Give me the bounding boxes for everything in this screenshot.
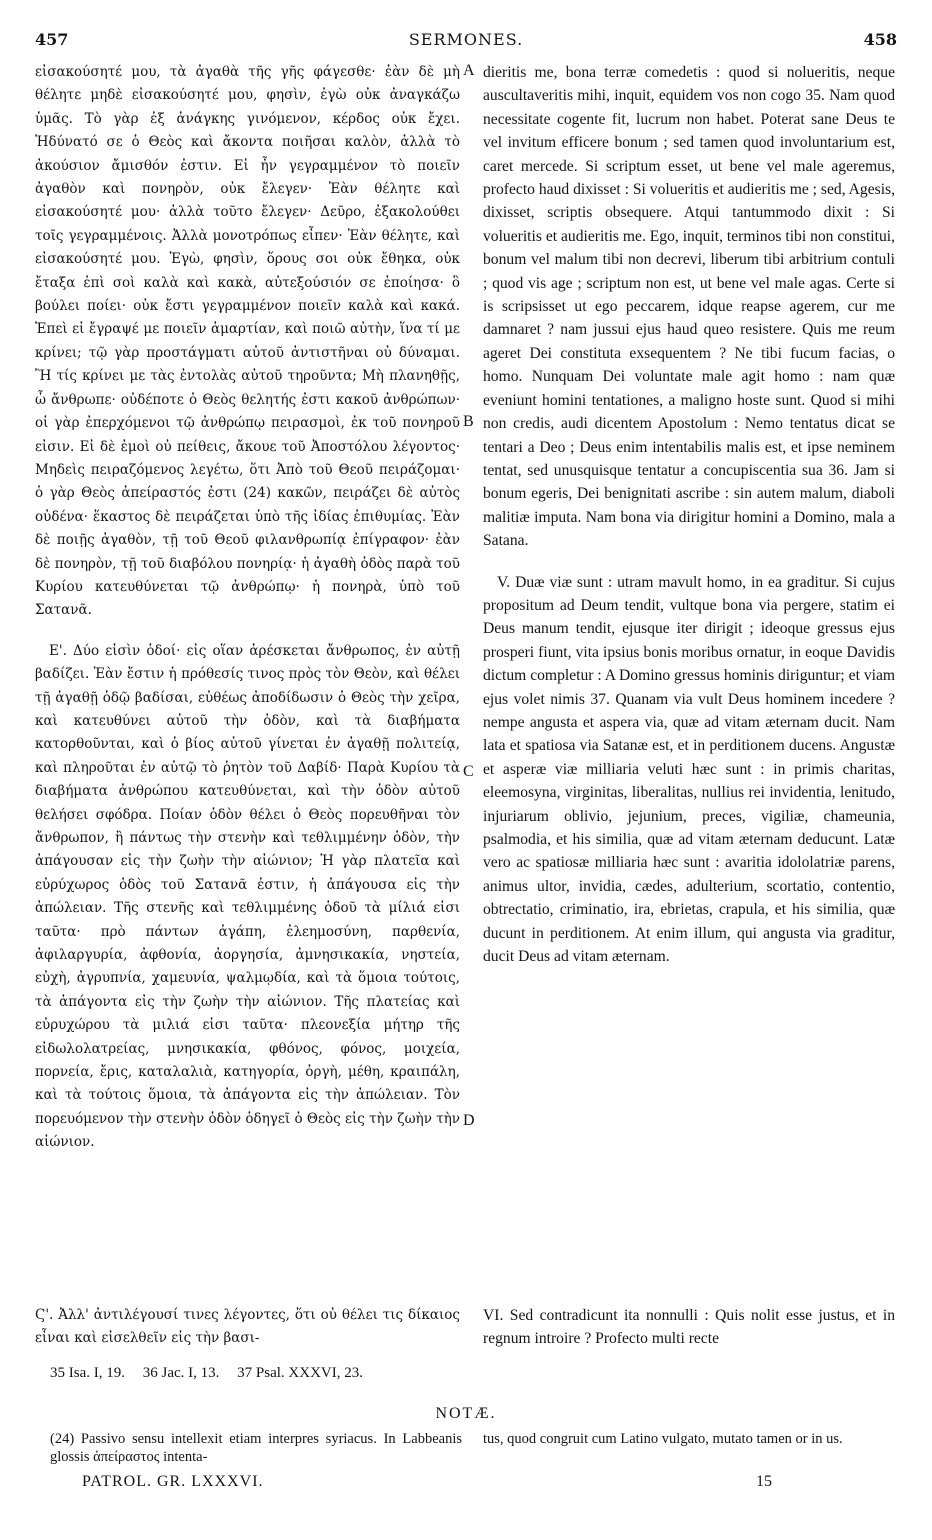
note-24-left: (24) Passivo sensu intellexit etiam interpres syriacus. In Labbeanis glossis ἀπείραστος intenta-	[50, 1431, 462, 1465]
page-number-left: 457	[35, 30, 69, 49]
running-title: SERMONES.	[408, 30, 524, 49]
greek-paragraph-1: εἰσακούσητέ μου, τὰ ἀγαθὰ τῆς γῆς φάγεσθε· ἐὰν δὲ μὴ θέλητε μηδὲ εἰσακούσητέ μου, φησὶν, ἐγὼ οὐκ ἀναγκάζω ὑμᾶς. Τὸ γὰρ ἐξ ἀνάγκης γινόμενον, κέρδος οὐκ ἔχει. Ἠδύνατό σε ὁ Θεὸς καὶ ἄκοντα ποιῆσαι καλὸν, ἀλλὰ τὸ ἀκούσιον ἄμισθόν ἐστιν. Εἰ ἦν γεγραμμένον τὸ ποιεῖν ἀγαθὸν καὶ πονηρὸν, οὐκ ἔλεγεν· Ἐὰν θέλητε καὶ εἰσακούσητέ μου· ἀλλὰ τοῦτο ἔλεγεν· Δεῦρο, ἐξακολούθει τοῖς γεγραμμένοις. Ἀλλὰ μονοτρόπως εἶπεν· Ἐὰν θέλητε, καὶ εἰσακούσητέ μου. Ἐγὼ, φησὶν, ὅρους σοι οὐκ ἔθηκα, οὐκ ἔταξα ἐπὶ σοὶ καλὰ καὶ κακὰ, αὐτεξούσιόν σε ἐποίησα· ὃ βούλει ποίει· οὐκ ἔστι γεγραμμένον ποιεῖν καλὰ καὶ κακά. Ἐπεὶ εἰ ἔγραψέ με ποιεῖν ἁμαρτίαν, καὶ ποιῶ αὐτὴν, ἵνα τί με κρίνει; τῷ γὰρ προστάγματι αὐτοῦ ἀντιστῆναι οὐ δύναμαι. Ἢ τίς κρίνει με τὰς ἐντολὰς αὐτοῦ τηροῦντα; Μὴ πλανηθῇς, ὦ ἄνθρωπε· οὐδέποτε ὁ Θεὸς θελητής ἐστι κακοῦ ἀνθρώπων· οἱ γὰρ ἐπερχόμενοι τῷ ἀνθρώπῳ πειρασμοὶ, ἐκ τοῦ πονηροῦ εἰσιν. Εἰ δὲ ἐμοὶ οὐ πείθεις, ἄκουε τοῦ Ἀποστόλου λέγοντος· Μηδεὶς πειραζόμενος λεγέτω, ὅτι Ἀπὸ τοῦ Θεοῦ πειράζομαι· ὁ γὰρ Θεὸς ἀπείραστός ἐστι (24) κακῶν, πειράζει δὲ αὐτὸς οὐδένα· ἕκαστος δὲ πειράζεται ὑπὸ τῆς ἰδίας ἐπιθυμίας. Ἐὰν δὲ ποιῇς ἀγαθὸν, τῇ τοῦ Θεοῦ φιλανθρωπίᾳ ἐπίγραφον· ἐὰν δὲ πονηρὸν, τῇ τοῦ διαβόλου πονηρίᾳ· ἡ ἀγαθὴ ὁδὸς παρὰ τοῦ Κυρίου κατευθύνεται τῷ ἀνθρώπῳ· ἡ πονηρὰ, ὑπὸ τοῦ Σατανᾶ.	[35, 64, 460, 619]
footer-volume: PATROL. GR. LXXXVI.	[82, 1473, 264, 1490]
margin-marker-b: B	[463, 413, 474, 430]
latin-paragraph-6: VI. Sed contradicunt ita nonnulli : Quis nolit esse justus, et in regnum introire ? Profecto multi recte	[483, 1307, 895, 1348]
notes-heading: NOTÆ.	[435, 1405, 497, 1422]
latin-column	[483, 61, 895, 968]
page-number-right: 458	[863, 30, 897, 49]
greek-paragraph-5: Ε'. Δύο εἰσὶν ὁδοί· εἰς οἵαν ἀρέσκεται ἄνθρωπος, ἐν αὐτῇ βαδίζει. Ἐὰν ἔστιν ἡ πρόθεσίς τινος πρὸς τὸν Θεὸν, καὶ θέλει τῇ ἀγαθῇ ὁδῷ βαδίσαι, εὐθέως ἀποδίδωσιν ὁ Θεὸς τὴν χεῖρα, καὶ κατευθύνει αὐτοῦ τὴν ὁδὸν, καὶ τὰ διαβήματα κατορθοῦνται, καὶ ὁ βίος αὐτοῦ γίνεται ἐν ἀγαθῇ πολιτείᾳ, καὶ πληροῦται ἐν αὐτῷ τὸ ῥητὸν τοῦ Δαβίδ· Παρὰ Κυρίου τὰ διαβήματα ἀνθρώπου κατευθύνεται, καὶ τὴν ὁδὸν αὐτοῦ θελήσει σφόδρα. Ποίαν ὁδὸν θέλει ὁ Θεὸς πορευθῆναι τὸν ἄνθρωπον, ἢ πάντως τὴν στενὴν καὶ τεθλιμμένην ὁδὸν, τὴν ἀπάγουσαν εἰς τὴν ζωὴν τὴν αἰώνιον; Ἡ γὰρ πλατεῖα καὶ εὐρύχωρος ὁδὸς τοῦ Σατανᾶ ἐστιν, ἡ ἀπάγουσα εἰς τὴν ἀπώλειαν. Τῆς στενῆς καὶ τεθλιμμένης ὁδοῦ τὰ μίλιά εἰσι ταῦτα· πρὸ πάντων ἀγάπη, ἐλεημοσύνη, παρθενία, ἀφιλαργυρία, ἀφθονία, ἀοργησία, ἀμνησικακία, νηστεία, εὐχὴ, ἀγρυπνία, χαμευνία, ψαλμῳδία, καὶ τὰ ὅμοια τούτοις, τὰ ἀπάγοντα εἰς τὴν ζωὴν τὴν αἰώνιον. Τῆς πλατείας καὶ εὐρυχώρου τὰ μιλιά εἰσι ταῦτα· πλεονεξία μήτηρ τῆς εἰδωλολατρείας, μνησικακία, φθόνος, φόνος, μοιχεία, πορνεία, ἔρις, καταλαλιὰ, κατηγορία, ὀργὴ, μέθη, κραιπάλη, καὶ τὰ τούτοις ὅμοια, τὰ ἀπάγοντα εἰς τὴν ἀπώλειαν. Τὸν πορευόμενον τὴν στενὴν ὁδὸν ὁδηγεῖ ὁ Θεὸς εἰς τὴν ζωὴν τὴν αἰώνιον.	[35, 642, 460, 1151]
footnote-ref-37: 37 Psal. XXXVI, 23.	[237, 1365, 363, 1381]
latin-paragraph-1: dieritis me, bona terræ comedetis : quod si nolueritis, neque auscultaveritis mihi, inquit, equidem vos non cogo 35. Nam quod necessitate cogente fit, lucrum non habet. Poterat sane Deus te vel invitum efficere bonum ; sed tamen quod involuntarium est, caret mercede. Si scriptum esset, ut bene vel male ageremus, profecto haud dixisset : Si volueritis et audieritis me ; sed, Agesis, dixisset, scriptis obsequere. Atqui tantummodo dixit : Si volueritis et audieritis me. Ego, inquit, terminos tibi non constitui, bonum vel malum tibi non decrevi, liberum tibi arbitrium contuli ; quod vis age ; scriptum non est, ut bene vel male agas. Certe si is scripsisset ut ego peccarem, idque reapse agerem, cur me damnaret ? nam jussui ejus haud queo resistere. Quis me reum ageret Dei constituta exsequentem ? Ne tibi fucum facias, o homo. Nunquam Dei voluntate male agit homo : nam quæ eveniunt homini tentationes, a maligno hoste sunt. Quod si mihi non credis, audi dicentem Apostolum : Nemo tentatus dicat se tentari a Deo ; Deus enim intentabilis malis est, et ipse neminem tentat, sed unusquisque tentatur a concupiscentia sua 36. Jam si bonum egeris, Dei benignitati ascribe : sin autem malum, diaboli malitiæ imputa. Nam bona via dirigitur homini a Domino, mala a Satana.	[483, 64, 895, 550]
footnote-ref-36: 36 Jac. I, 13.	[142, 1365, 220, 1381]
footer-signature: 15	[756, 1473, 772, 1490]
greek-paragraph-6: Ϛ'. Ἀλλ' ἀντιλέγουσί τινες λέγοντες, ὅτι οὐ θέλει τις δίκαιος εἶναι καὶ εἰσελθεῖν εἰς τὴν βασι-	[35, 1307, 460, 1347]
margin-marker-a: A	[463, 62, 475, 79]
footnote-ref-35: 35 Isa. I, 19.	[50, 1365, 125, 1381]
latin-paragraph-5: V. Duæ viæ sunt : utram mavult homo, in ea graditur. Si cujus propositum ad Deum tendit, vultque bona via pergere, statim ei Deus manum tendit, ejusque iter dirigit ; ideoque gressus ejus prosperi fiunt, vita ipsius bonis moribus ornatur, in eoque Davidis dictum completur : A Domino gressus hominis diriguntur; et viam ejus volet nimis 37. Quanam via vult Deus hominem incedere ? nempe angusta et aspera via, quæ ad vitam æternam ducit. Nam lata et spatiosa via Satanæ est, et in perditionem ducens. Angustæ et asperæ viæ milliaria veluti hæc sunt : in primis charitas, eleemosyna, virginitas, liberalitas, nullius rei invidentia, lenitudo, injuriarum oblivio, jejunium, preces, vigiliæ, chameunia, psalmodia, et his similia, quæ ad vitam æternam deducunt. Latæ vero ac spatiosæ milliaria hæc sunt : avaritia idololatriæ parens, animus ultor, invidia, cædes, adulterium, scortatio, contentio, obtrectatio, criminatio, ira, ebrietas, crapula, et his similia, quæ ducunt in perditionem. At enim illum, qui angusta via graditur, ducit Deus ad vitam æternam.	[483, 573, 895, 966]
footnote-references	[50, 1365, 377, 1382]
note-24-right: tus, quod congruit cum Latino vulgato, mutato tamen or in us.	[483, 1431, 843, 1447]
greek-column	[35, 61, 460, 1155]
margin-marker-d: D	[463, 1112, 475, 1129]
margin-marker-c: C	[463, 763, 474, 780]
